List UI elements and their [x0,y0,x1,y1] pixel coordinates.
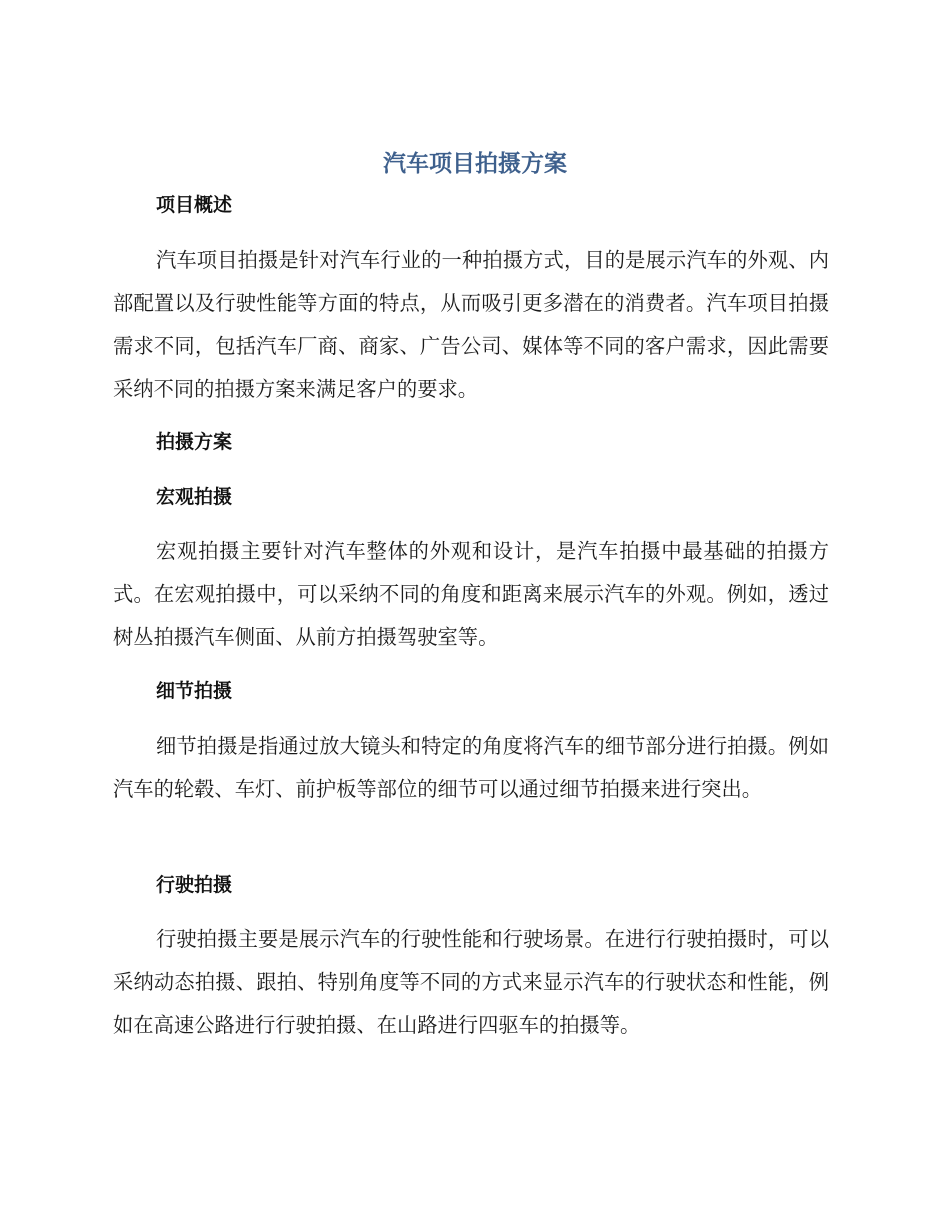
section-heading-overview: 项目概述 [156,194,233,216]
section-heading-shooting-plan: 拍摄方案 [156,431,233,453]
section-paragraph-overview: 汽车项目拍摄是针对汽车行业的一种拍摄方式，目的是展示汽车的外观、内部配置以及行驶性能等方面的特点，从而吸引更多潜在的消费者。汽车项目拍摄需求不同，包括汽车厂商、商家、广告公司、媒体等不同的客户需求，因此需要采纳不同的拍摄方案来满足客户的要求。 [113,248,829,401]
section-heading-detail: 细节拍摄 [156,680,233,702]
section-heading-driving: 行驶拍摄 [156,874,233,896]
section-paragraph-detail: 细节拍摄是指通过放大镜头和特定的角度将汽车的细节部分进行拍摄。例如汽车的轮毂、车灯、前护板等部位的细节可以通过细节拍摄来进行突出。 [113,734,829,801]
section-heading-macro: 宏观拍摄 [156,486,233,508]
section-paragraph-driving: 行驶拍摄主要是展示汽车的行驶性能和行驶场景。在进行行驶拍摄时，可以采纳动态拍摄、跟拍、特别角度等不同的方式来显示汽车的行驶状态和性能，例如在高速公路进行行驶拍摄、在山路进行四驱车的拍摄等。 [113,927,829,1037]
section-paragraph-macro: 宏观拍摄主要针对汽车整体的外观和设计，是汽车拍摄中最基础的拍摄方式。在宏观拍摄中，可以采纳不同的角度和距离来展示汽车的外观。例如，透过树丛拍摄汽车侧面、从前方拍摄驾驶室等。 [113,539,829,649]
page-title: 汽车项目拍摄方案 [383,151,567,177]
